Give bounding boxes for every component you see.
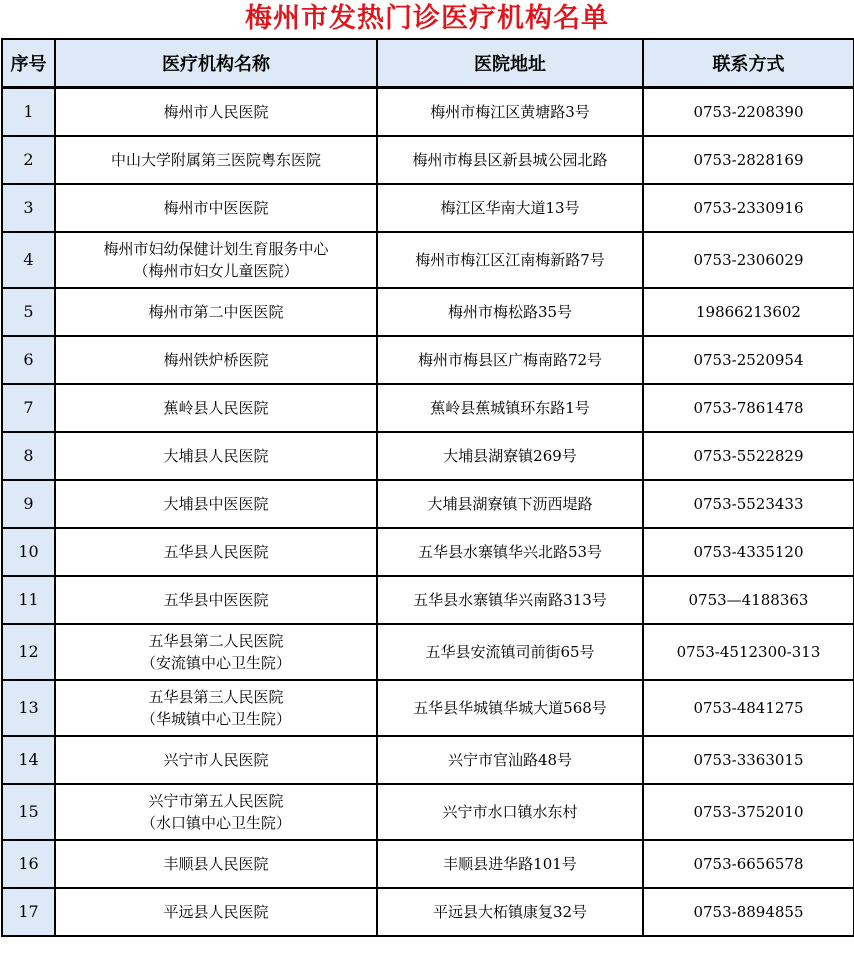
- institution-name: 梅州市妇幼保健计划生育服务中心: [103, 240, 329, 258]
- institution-name-cell: [55, 528, 377, 576]
- table-row: [2, 136, 854, 184]
- institution-name: 平远县人民医院: [163, 903, 269, 921]
- header-index: 序号: [2, 39, 55, 88]
- table-row: [2, 624, 854, 680]
- address-cell: 兴宁市官汕路48号: [377, 736, 643, 784]
- institution-name: 五华县人民医院: [163, 543, 269, 561]
- contact-cell: 0753-2520954: [643, 336, 854, 384]
- table-row: [2, 184, 854, 232]
- contact-cell: 0753-6656578: [643, 840, 854, 888]
- page-title: 梅州市发热门诊医疗机构名单: [245, 3, 609, 34]
- institution-name-cell: [55, 624, 377, 680]
- contact-cell: 0753-2330916: [643, 184, 854, 232]
- institution-table: [1, 38, 854, 937]
- address-cell: 梅州市梅松路35号: [377, 288, 643, 336]
- institution-name: 梅州市中医医院: [163, 199, 269, 217]
- institution-name-cell: [55, 184, 377, 232]
- institution-name-cell: [55, 336, 377, 384]
- address-cell: 梅州市梅县区新县城公园北路: [377, 136, 643, 184]
- institution-name-cell: [55, 576, 377, 624]
- institution-alias: （华城镇中心卫生院）: [140, 710, 291, 728]
- header-contact: 联系方式: [643, 39, 854, 88]
- contact-cell: 0753-3752010: [643, 784, 854, 840]
- contact-cell: 0753-3363015: [643, 736, 854, 784]
- institution-name: 五华县第二人民医院: [148, 632, 284, 650]
- institution-name: 蕉岭县人民医院: [163, 399, 269, 417]
- contact-cell: 0753-7861478: [643, 384, 854, 432]
- institution-name-cell: [55, 784, 377, 840]
- address-cell: 梅江区华南大道13号: [377, 184, 643, 232]
- institution-name-cell: [55, 232, 377, 288]
- row-index: 13: [2, 680, 55, 736]
- institution-name-cell: [55, 840, 377, 888]
- table-row: [2, 480, 854, 528]
- row-index: 4: [2, 232, 55, 288]
- institution-name-cell: [55, 88, 377, 137]
- row-index: 5: [2, 288, 55, 336]
- contact-cell: 0753—4188363: [643, 576, 854, 624]
- table-row: [2, 840, 854, 888]
- institution-name: 大埔县中医医院: [163, 495, 269, 513]
- row-index: 10: [2, 528, 55, 576]
- institution-name: 中山大学附属第三医院粤东医院: [110, 151, 321, 169]
- contact-cell: 0753-2828169: [643, 136, 854, 184]
- table-row: [2, 888, 854, 936]
- contact-cell: 0753-5522829: [643, 432, 854, 480]
- institution-name: 梅州铁炉桥医院: [163, 351, 269, 369]
- table-row: [2, 336, 854, 384]
- institution-name-cell: [55, 680, 377, 736]
- row-index: 3: [2, 184, 55, 232]
- table-row: [2, 736, 854, 784]
- address-cell: 五华县安流镇司前街65号: [377, 624, 643, 680]
- table-header-row: [2, 39, 854, 88]
- institution-name: 大埔县人民医院: [163, 447, 269, 465]
- row-index: 17: [2, 888, 55, 936]
- address-cell: 平远县大柘镇康复32号: [377, 888, 643, 936]
- row-index: 7: [2, 384, 55, 432]
- row-index: 9: [2, 480, 55, 528]
- header-address: 医院地址: [377, 39, 643, 88]
- table-body: [2, 88, 854, 937]
- institution-alias: （安流镇中心卫生院）: [140, 654, 291, 672]
- address-cell: 蕉岭县蕉城镇环东路1号: [377, 384, 643, 432]
- institution-name: 兴宁市第五人民医院: [148, 792, 284, 810]
- row-index: 12: [2, 624, 55, 680]
- institution-name: 梅州市第二中医医院: [148, 303, 284, 321]
- institution-name-cell: [55, 136, 377, 184]
- institution-name-cell: [55, 480, 377, 528]
- institution-name-cell: [55, 384, 377, 432]
- row-index: 2: [2, 136, 55, 184]
- row-index: 15: [2, 784, 55, 840]
- address-cell: 五华县水寨镇华兴北路53号: [377, 528, 643, 576]
- address-cell: 五华县华城镇华城大道568号: [377, 680, 643, 736]
- address-cell: 大埔县湖寮镇下沥西堤路: [377, 480, 643, 528]
- table-row: [2, 384, 854, 432]
- header-name: 医疗机构名称: [55, 39, 377, 88]
- row-index: 6: [2, 336, 55, 384]
- row-index: 11: [2, 576, 55, 624]
- table-row: [2, 288, 854, 336]
- institution-name-cell: [55, 432, 377, 480]
- address-cell: 梅州市梅江区黄塘路3号: [377, 88, 643, 137]
- table-row: [2, 232, 854, 288]
- table-row: [2, 528, 854, 576]
- institution-name-cell: [55, 736, 377, 784]
- table-row: [2, 432, 854, 480]
- contact-cell: 0753-4335120: [643, 528, 854, 576]
- institution-name: 梅州市人民医院: [163, 103, 269, 121]
- contact-cell: 0753-8894855: [643, 888, 854, 936]
- institution-name-cell: [55, 888, 377, 936]
- institution-name: 五华县中医医院: [163, 591, 269, 609]
- address-cell: 大埔县湖寮镇269号: [377, 432, 643, 480]
- address-cell: 丰顺县进华路101号: [377, 840, 643, 888]
- table-row: [2, 784, 854, 840]
- contact-cell: 0753-2208390: [643, 88, 854, 137]
- row-index: 1: [2, 88, 55, 137]
- address-cell: 梅州市梅江区江南梅新路7号: [377, 232, 643, 288]
- institution-name: 兴宁市人民医院: [163, 751, 269, 769]
- row-index: 16: [2, 840, 55, 888]
- table-row: [2, 576, 854, 624]
- table-row: [2, 680, 854, 736]
- contact-cell: 0753-4512300-313: [643, 624, 854, 680]
- institution-name: 五华县第三人民医院: [148, 688, 284, 706]
- row-index: 8: [2, 432, 55, 480]
- contact-cell: 19866213602: [643, 288, 854, 336]
- address-cell: 梅州市梅县区广梅南路72号: [377, 336, 643, 384]
- institution-name: 丰顺县人民医院: [163, 855, 269, 873]
- contact-cell: 0753-2306029: [643, 232, 854, 288]
- institution-alias: （梅州市妇女儿童医院）: [133, 262, 299, 280]
- contact-cell: 0753-5523433: [643, 480, 854, 528]
- institution-alias: （水口镇中心卫生院）: [140, 814, 291, 832]
- institution-name-cell: [55, 288, 377, 336]
- address-cell: 五华县水寨镇华兴南路313号: [377, 576, 643, 624]
- contact-cell: 0753-4841275: [643, 680, 854, 736]
- address-cell: 兴宁市水口镇水东村: [377, 784, 643, 840]
- table-row: [2, 88, 854, 137]
- row-index: 14: [2, 736, 55, 784]
